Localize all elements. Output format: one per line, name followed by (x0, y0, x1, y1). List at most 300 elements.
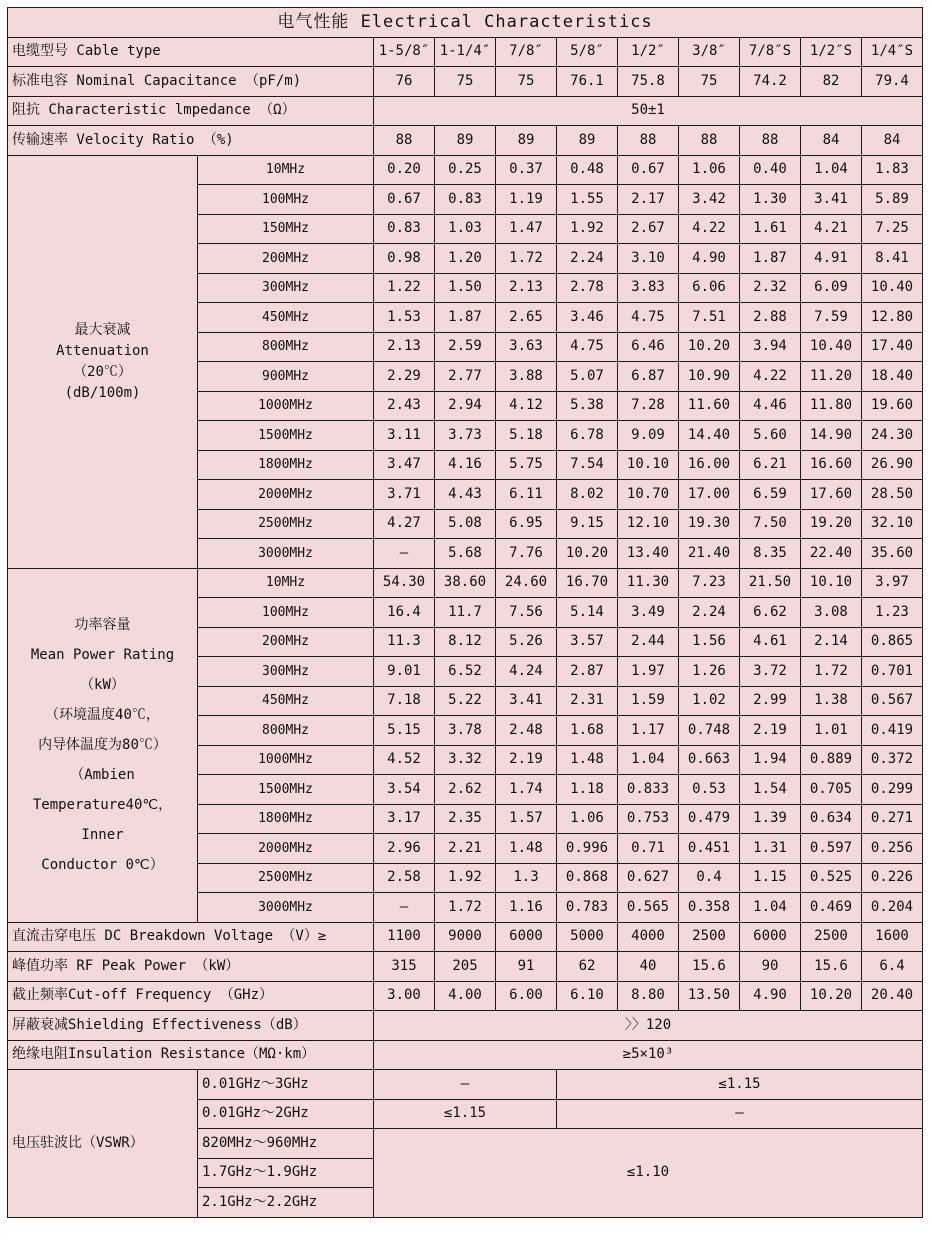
cutoff-value: 3.00 (374, 981, 435, 1011)
breakdown-value: 1100 (374, 922, 435, 952)
breakdown-label: 直流击穿电压 DC Breakdown Voltage （V）≥ (8, 922, 374, 952)
power-value: 0.868 (557, 863, 618, 893)
breakdown-value: 5000 (557, 922, 618, 952)
attenuation-value: 7.28 (618, 391, 679, 421)
power-value: 0.469 (801, 893, 862, 923)
attenuation-value: 11.80 (801, 391, 862, 421)
cable-type-header: 1/2″ (618, 37, 679, 67)
velocity-value: 84 (862, 126, 923, 156)
attenuation-value: 7.76 (496, 539, 557, 569)
attenuation-value: 8.02 (557, 480, 618, 510)
attenuation-frequency: 300MHz (198, 273, 374, 303)
vswr-label: 电压驻波比（VSWR） (8, 1070, 198, 1218)
attenuation-value: 6.59 (740, 480, 801, 510)
power-value: 0.271 (862, 804, 923, 834)
power-value: 21.50 (740, 568, 801, 598)
power-frequency: 10MHz (198, 568, 374, 598)
breakdown-value: 6000 (740, 922, 801, 952)
attenuation-value: 2.88 (740, 303, 801, 333)
power-value: 1.04 (740, 893, 801, 923)
attenuation-value: 6.78 (557, 421, 618, 451)
shielding-value: 〉〉120 (374, 1011, 923, 1041)
capacitance-value: 75 (435, 67, 496, 97)
attenuation-value: 0.37 (496, 155, 557, 185)
power-value: 0.419 (862, 716, 923, 746)
peak-power-value: 205 (435, 952, 496, 982)
attenuation-value: 4.21 (801, 214, 862, 244)
attenuation-value: 12.10 (618, 509, 679, 539)
power-value: 54.30 (374, 568, 435, 598)
attenuation-value: 28.50 (862, 480, 923, 510)
power-value: 2.14 (801, 627, 862, 657)
cable-type-header: 1/4″S (862, 37, 923, 67)
attenuation-value: 7.59 (801, 303, 862, 333)
power-value: 16.70 (557, 568, 618, 598)
power-value: 7.56 (496, 598, 557, 628)
attenuation-value: 4.12 (496, 391, 557, 421)
power-group-label-line: （环境温度40℃， (45, 707, 160, 723)
power-value: 1.56 (679, 627, 740, 657)
attenuation-value: 1.53 (374, 303, 435, 333)
attenuation-value: 2.43 (374, 391, 435, 421)
power-value: 0.889 (801, 745, 862, 775)
attenuation-group-label-line: 最大衰减 (74, 321, 131, 338)
power-frequency: 3000MHz (198, 893, 374, 923)
velocity-value: 89 (496, 126, 557, 156)
insulation-value: ≥5×10³ (374, 1040, 923, 1070)
vswr-band: 820MHz～960MHz (198, 1129, 374, 1159)
power-value: 7.23 (679, 568, 740, 598)
power-value: 0.53 (679, 775, 740, 805)
attenuation-value: 0.48 (557, 155, 618, 185)
attenuation-value: 3.83 (618, 273, 679, 303)
attenuation-value: 0.98 (374, 244, 435, 274)
power-value: 1.68 (557, 716, 618, 746)
attenuation-value: 5.08 (435, 509, 496, 539)
power-value: 1.97 (618, 657, 679, 687)
attenuation-frequency: 1800MHz (198, 450, 374, 480)
attenuation-value: 6.11 (496, 480, 557, 510)
attenuation-value: 3.42 (679, 185, 740, 215)
electrical-characteristics-table (7, 7, 923, 1218)
attenuation-value: 5.89 (862, 185, 923, 215)
attenuation-value: 14.40 (679, 421, 740, 451)
attenuation-value: 1.30 (740, 185, 801, 215)
vswr-value-left: ≤1.15 (374, 1099, 557, 1129)
attenuation-value: 1.87 (740, 244, 801, 274)
power-value: 4.52 (374, 745, 435, 775)
attenuation-frequency: 150MHz (198, 214, 374, 244)
power-value: 4.24 (496, 657, 557, 687)
peak-power-value: 15.6 (801, 952, 862, 982)
shielding-row (8, 1011, 923, 1041)
power-value: 2.19 (496, 745, 557, 775)
attenuation-value: 3.11 (374, 421, 435, 451)
attenuation-frequency: 2500MHz (198, 509, 374, 539)
power-value: 2.44 (618, 627, 679, 657)
capacitance-label: 标准电容 Nominal Capacitance （pF/m) (8, 67, 374, 97)
attenuation-value: 17.40 (862, 332, 923, 362)
power-value: 4.61 (740, 627, 801, 657)
attenuation-value: 4.46 (740, 391, 801, 421)
attenuation-value: 17.60 (801, 480, 862, 510)
attenuation-value: 0.67 (618, 155, 679, 185)
power-value: 0.226 (862, 863, 923, 893)
power-value: 3.32 (435, 745, 496, 775)
breakdown-value: 6000 (496, 922, 557, 952)
attenuation-value: 16.60 (801, 450, 862, 480)
power-value: 5.14 (557, 598, 618, 628)
power-value: 10.10 (801, 568, 862, 598)
attenuation-value: 10.40 (801, 332, 862, 362)
peak-power-value: 91 (496, 952, 557, 982)
vswr-band: 0.01GHz～2GHz (198, 1099, 374, 1129)
attenuation-value: 3.73 (435, 421, 496, 451)
attenuation-value: 9.15 (557, 509, 618, 539)
power-value: 6.62 (740, 598, 801, 628)
power-value: 11.7 (435, 598, 496, 628)
attenuation-value: 1.03 (435, 214, 496, 244)
power-value: 0.372 (862, 745, 923, 775)
attenuation-value: 3.94 (740, 332, 801, 362)
cable-type-header: 3/8″ (679, 37, 740, 67)
power-value: 5.22 (435, 686, 496, 716)
attenuation-value: 3.88 (496, 362, 557, 392)
vswr-merged-value: ≤1.10 (374, 1129, 923, 1218)
power-value: 1.94 (740, 745, 801, 775)
attenuation-value: 9.09 (618, 421, 679, 451)
peak-power-label: 峰值功率 RF Peak Power （kW） (8, 952, 374, 982)
cutoff-value: 8.80 (618, 981, 679, 1011)
power-value: 0.627 (618, 863, 679, 893)
power-value: 24.60 (496, 568, 557, 598)
capacitance-value: 75 (679, 67, 740, 97)
power-value: 1.72 (435, 893, 496, 923)
attenuation-value: 1.92 (557, 214, 618, 244)
attenuation-value: 32.10 (862, 509, 923, 539)
power-value: 3.78 (435, 716, 496, 746)
power-value: 0.833 (618, 775, 679, 805)
attenuation-value: 10.90 (679, 362, 740, 392)
power-value: 3.97 (862, 568, 923, 598)
attenuation-value: 0.25 (435, 155, 496, 185)
insulation-label: 绝缘电阻Insulation Resistance（MΩ·km） (8, 1040, 374, 1070)
power-value: 5.15 (374, 716, 435, 746)
attenuation-frequency: 2000MHz (198, 480, 374, 510)
power-value: 7.18 (374, 686, 435, 716)
power-value: 0.358 (679, 893, 740, 923)
power-value: 2.21 (435, 834, 496, 864)
power-frequency: 100MHz (198, 598, 374, 628)
power-value: 3.17 (374, 804, 435, 834)
attenuation-value: 1.55 (557, 185, 618, 215)
power-group-label-line: Temperature40℃， (32, 797, 173, 813)
power-value: 3.08 (801, 598, 862, 628)
attenuation-value: 4.91 (801, 244, 862, 274)
power-value: 3.57 (557, 627, 618, 657)
power-value: 1.18 (557, 775, 618, 805)
attenuation-value: 1.22 (374, 273, 435, 303)
attenuation-group-label-line: （20℃） (73, 363, 132, 380)
power-value: 1.17 (618, 716, 679, 746)
power-value: 1.15 (740, 863, 801, 893)
attenuation-value: 2.78 (557, 273, 618, 303)
cutoff-value: 10.20 (801, 981, 862, 1011)
power-value: 0.634 (801, 804, 862, 834)
impedance-row (8, 96, 923, 126)
attenuation-value: 7.50 (740, 509, 801, 539)
attenuation-value: 0.83 (374, 214, 435, 244)
power-group-label-line: （kW） (80, 677, 125, 693)
power-frequency: 800MHz (198, 716, 374, 746)
power-value: 0.705 (801, 775, 862, 805)
attenuation-value: 35.60 (862, 539, 923, 569)
attenuation-value: 0.67 (374, 185, 435, 215)
power-value: 3.41 (496, 686, 557, 716)
power-value: 1.59 (618, 686, 679, 716)
cutoff-value: 6.00 (496, 981, 557, 1011)
attenuation-value: 4.22 (679, 214, 740, 244)
attenuation-value: 2.13 (496, 273, 557, 303)
velocity-value: 88 (740, 126, 801, 156)
attenuation-value: 6.95 (496, 509, 557, 539)
power-value: 8.12 (435, 627, 496, 657)
power-group-label (8, 568, 198, 922)
attenuation-value: 5.75 (496, 450, 557, 480)
attenuation-value: 2.17 (618, 185, 679, 215)
power-group-label-line: Mean Power Rating (30, 647, 175, 663)
attenuation-value: 19.30 (679, 509, 740, 539)
attenuation-value: 5.07 (557, 362, 618, 392)
power-group-label-line: 内导体温度为80℃） (38, 737, 167, 753)
breakdown-value: 1600 (862, 922, 923, 952)
cable-type-header: 1-1/4″ (435, 37, 496, 67)
power-value: 3.49 (618, 598, 679, 628)
attenuation-value: 10.40 (862, 273, 923, 303)
cable-type-header: 1-5/8″ (374, 37, 435, 67)
power-value: 0.567 (862, 686, 923, 716)
cutoff-value: 4.00 (435, 981, 496, 1011)
power-value: 0.525 (801, 863, 862, 893)
attenuation-value: 17.00 (679, 480, 740, 510)
attenuation-frequency: 3000MHz (198, 539, 374, 569)
attenuation-value: 1.72 (496, 244, 557, 274)
attenuation-value: 2.29 (374, 362, 435, 392)
power-value: 6.52 (435, 657, 496, 687)
attenuation-frequency: 100MHz (198, 185, 374, 215)
power-value: 1.48 (557, 745, 618, 775)
attenuation-value: 1.87 (435, 303, 496, 333)
attenuation-value: 1.50 (435, 273, 496, 303)
power-value: 2.99 (740, 686, 801, 716)
power-frequency: 450MHz (198, 686, 374, 716)
attenuation-value: 2.67 (618, 214, 679, 244)
power-frequency: 2500MHz (198, 863, 374, 893)
power-value: 11.30 (618, 568, 679, 598)
vswr-value-right: — (557, 1099, 923, 1129)
attenuation-group-label (8, 155, 198, 568)
attenuation-frequency: 10MHz (198, 155, 374, 185)
attenuation-value: 6.87 (618, 362, 679, 392)
attenuation-value: 4.75 (618, 303, 679, 333)
attenuation-value: 8.35 (740, 539, 801, 569)
attenuation-frequency: 900MHz (198, 362, 374, 392)
power-frequency: 1000MHz (198, 745, 374, 775)
power-value: 9.01 (374, 657, 435, 687)
velocity-value: 89 (435, 126, 496, 156)
cutoff-value: 20.40 (862, 981, 923, 1011)
vswr-band: 2.1GHz～2.2GHz (198, 1188, 374, 1218)
title-row (8, 8, 923, 38)
capacitance-value: 79.4 (862, 67, 923, 97)
power-value: 1.92 (435, 863, 496, 893)
peak-power-row (8, 952, 923, 982)
attenuation-value: 24.30 (862, 421, 923, 451)
attenuation-value: 16.00 (679, 450, 740, 480)
power-frequency: 2000MHz (198, 834, 374, 864)
power-group-label-line: （Ambien (70, 767, 135, 783)
cable-type-header: 1/2″S (801, 37, 862, 67)
attenuation-value: 2.32 (740, 273, 801, 303)
power-value: 1.04 (618, 745, 679, 775)
power-value: 0.597 (801, 834, 862, 864)
attenuation-value: 10.20 (557, 539, 618, 569)
cable-type-label: 电缆型号 Cable type (8, 37, 374, 67)
peak-power-value: 6.4 (862, 952, 923, 982)
capacitance-row (8, 67, 923, 97)
attenuation-value: 10.10 (618, 450, 679, 480)
attenuation-value: 21.40 (679, 539, 740, 569)
attenuation-value: 6.09 (801, 273, 862, 303)
attenuation-value: 14.90 (801, 421, 862, 451)
breakdown-value: 2500 (801, 922, 862, 952)
cutoff-row (8, 981, 923, 1011)
power-value: 1.16 (496, 893, 557, 923)
table-title: 电气性能 Electrical Characteristics (8, 8, 923, 38)
attenuation-value: 1.83 (862, 155, 923, 185)
vswr-band: 0.01GHz～3GHz (198, 1070, 374, 1100)
power-value: 0.996 (557, 834, 618, 864)
capacitance-value: 75.8 (618, 67, 679, 97)
attenuation-value: 1.20 (435, 244, 496, 274)
power-frequency: 1800MHz (198, 804, 374, 834)
peak-power-value: 315 (374, 952, 435, 982)
attenuation-value: 4.90 (679, 244, 740, 274)
velocity-row (8, 126, 923, 156)
power-value: 0.71 (618, 834, 679, 864)
impedance-value: 50±1 (374, 96, 923, 126)
attenuation-value: 3.63 (496, 332, 557, 362)
peak-power-value: 15.6 (679, 952, 740, 982)
vswr-band: 1.7GHz～1.9GHz (198, 1158, 374, 1188)
attenuation-value: 4.27 (374, 509, 435, 539)
attenuation-value: 7.51 (679, 303, 740, 333)
attenuation-value: 8.41 (862, 244, 923, 274)
attenuation-value: 10.20 (679, 332, 740, 362)
attenuation-frequency: 800MHz (198, 332, 374, 362)
power-value: 2.35 (435, 804, 496, 834)
attenuation-value: 11.20 (801, 362, 862, 392)
cutoff-label: 截止频率Cut-off Frequency （GHz） (8, 981, 374, 1011)
attenuation-value: 22.40 (801, 539, 862, 569)
power-value: 2.31 (557, 686, 618, 716)
attenuation-value: 2.24 (557, 244, 618, 274)
power-value: 2.58 (374, 863, 435, 893)
attenuation-value: 2.94 (435, 391, 496, 421)
power-group-label-line: 功率容量 (74, 617, 131, 633)
power-group-label-line: Conductor 0℃） (41, 857, 164, 873)
capacitance-value: 76.1 (557, 67, 618, 97)
attenuation-value: 2.77 (435, 362, 496, 392)
power-value: 38.60 (435, 568, 496, 598)
breakdown-row (8, 922, 923, 952)
power-value: 1.48 (496, 834, 557, 864)
attenuation-value: 3.46 (557, 303, 618, 333)
attenuation-value: 6.21 (740, 450, 801, 480)
power-value: 1.38 (801, 686, 862, 716)
peak-power-value: 90 (740, 952, 801, 982)
capacitance-value: 82 (801, 67, 862, 97)
attenuation-value: 4.22 (740, 362, 801, 392)
attenuation-frequency: 450MHz (198, 303, 374, 333)
power-value: 1.23 (862, 598, 923, 628)
power-value: 2.62 (435, 775, 496, 805)
attenuation-frequency: 1500MHz (198, 421, 374, 451)
attenuation-value: 3.41 (801, 185, 862, 215)
cable-type-header: 7/8″ (496, 37, 557, 67)
power-value: 0.479 (679, 804, 740, 834)
vswr-row (8, 1070, 923, 1100)
peak-power-value: 62 (557, 952, 618, 982)
power-value: 0.299 (862, 775, 923, 805)
attenuation-value: 5.18 (496, 421, 557, 451)
attenuation-value: 2.13 (374, 332, 435, 362)
capacitance-value: 74.2 (740, 67, 801, 97)
attenuation-value: 3.10 (618, 244, 679, 274)
velocity-value: 88 (374, 126, 435, 156)
attenuation-value: 4.75 (557, 332, 618, 362)
power-value: 0.4 (679, 863, 740, 893)
velocity-value: 88 (679, 126, 740, 156)
attenuation-value: 0.83 (435, 185, 496, 215)
power-value: 1.02 (679, 686, 740, 716)
attenuation-value: 2.65 (496, 303, 557, 333)
capacitance-value: 76 (374, 67, 435, 97)
attenuation-value: 18.40 (862, 362, 923, 392)
power-value: 1.31 (740, 834, 801, 864)
capacitance-value: 75 (496, 67, 557, 97)
power-row (8, 568, 923, 598)
attenuation-row (8, 155, 923, 185)
attenuation-value: 4.43 (435, 480, 496, 510)
velocity-value: 89 (557, 126, 618, 156)
table-body (8, 8, 923, 1218)
power-value: 0.865 (862, 627, 923, 657)
power-value: 2.48 (496, 716, 557, 746)
breakdown-value: 2500 (679, 922, 740, 952)
power-frequency: 1500MHz (198, 775, 374, 805)
power-value: 1.72 (801, 657, 862, 687)
power-value: 1.74 (496, 775, 557, 805)
power-value: 0.204 (862, 893, 923, 923)
vswr-value-left: — (374, 1070, 557, 1100)
power-value: 3.54 (374, 775, 435, 805)
velocity-value: 88 (618, 126, 679, 156)
attenuation-value: 13.40 (618, 539, 679, 569)
power-value: 0.701 (862, 657, 923, 687)
impedance-label: 阻抗 Characteristic lmpedance （Ω） (8, 96, 374, 126)
insulation-row (8, 1040, 923, 1070)
